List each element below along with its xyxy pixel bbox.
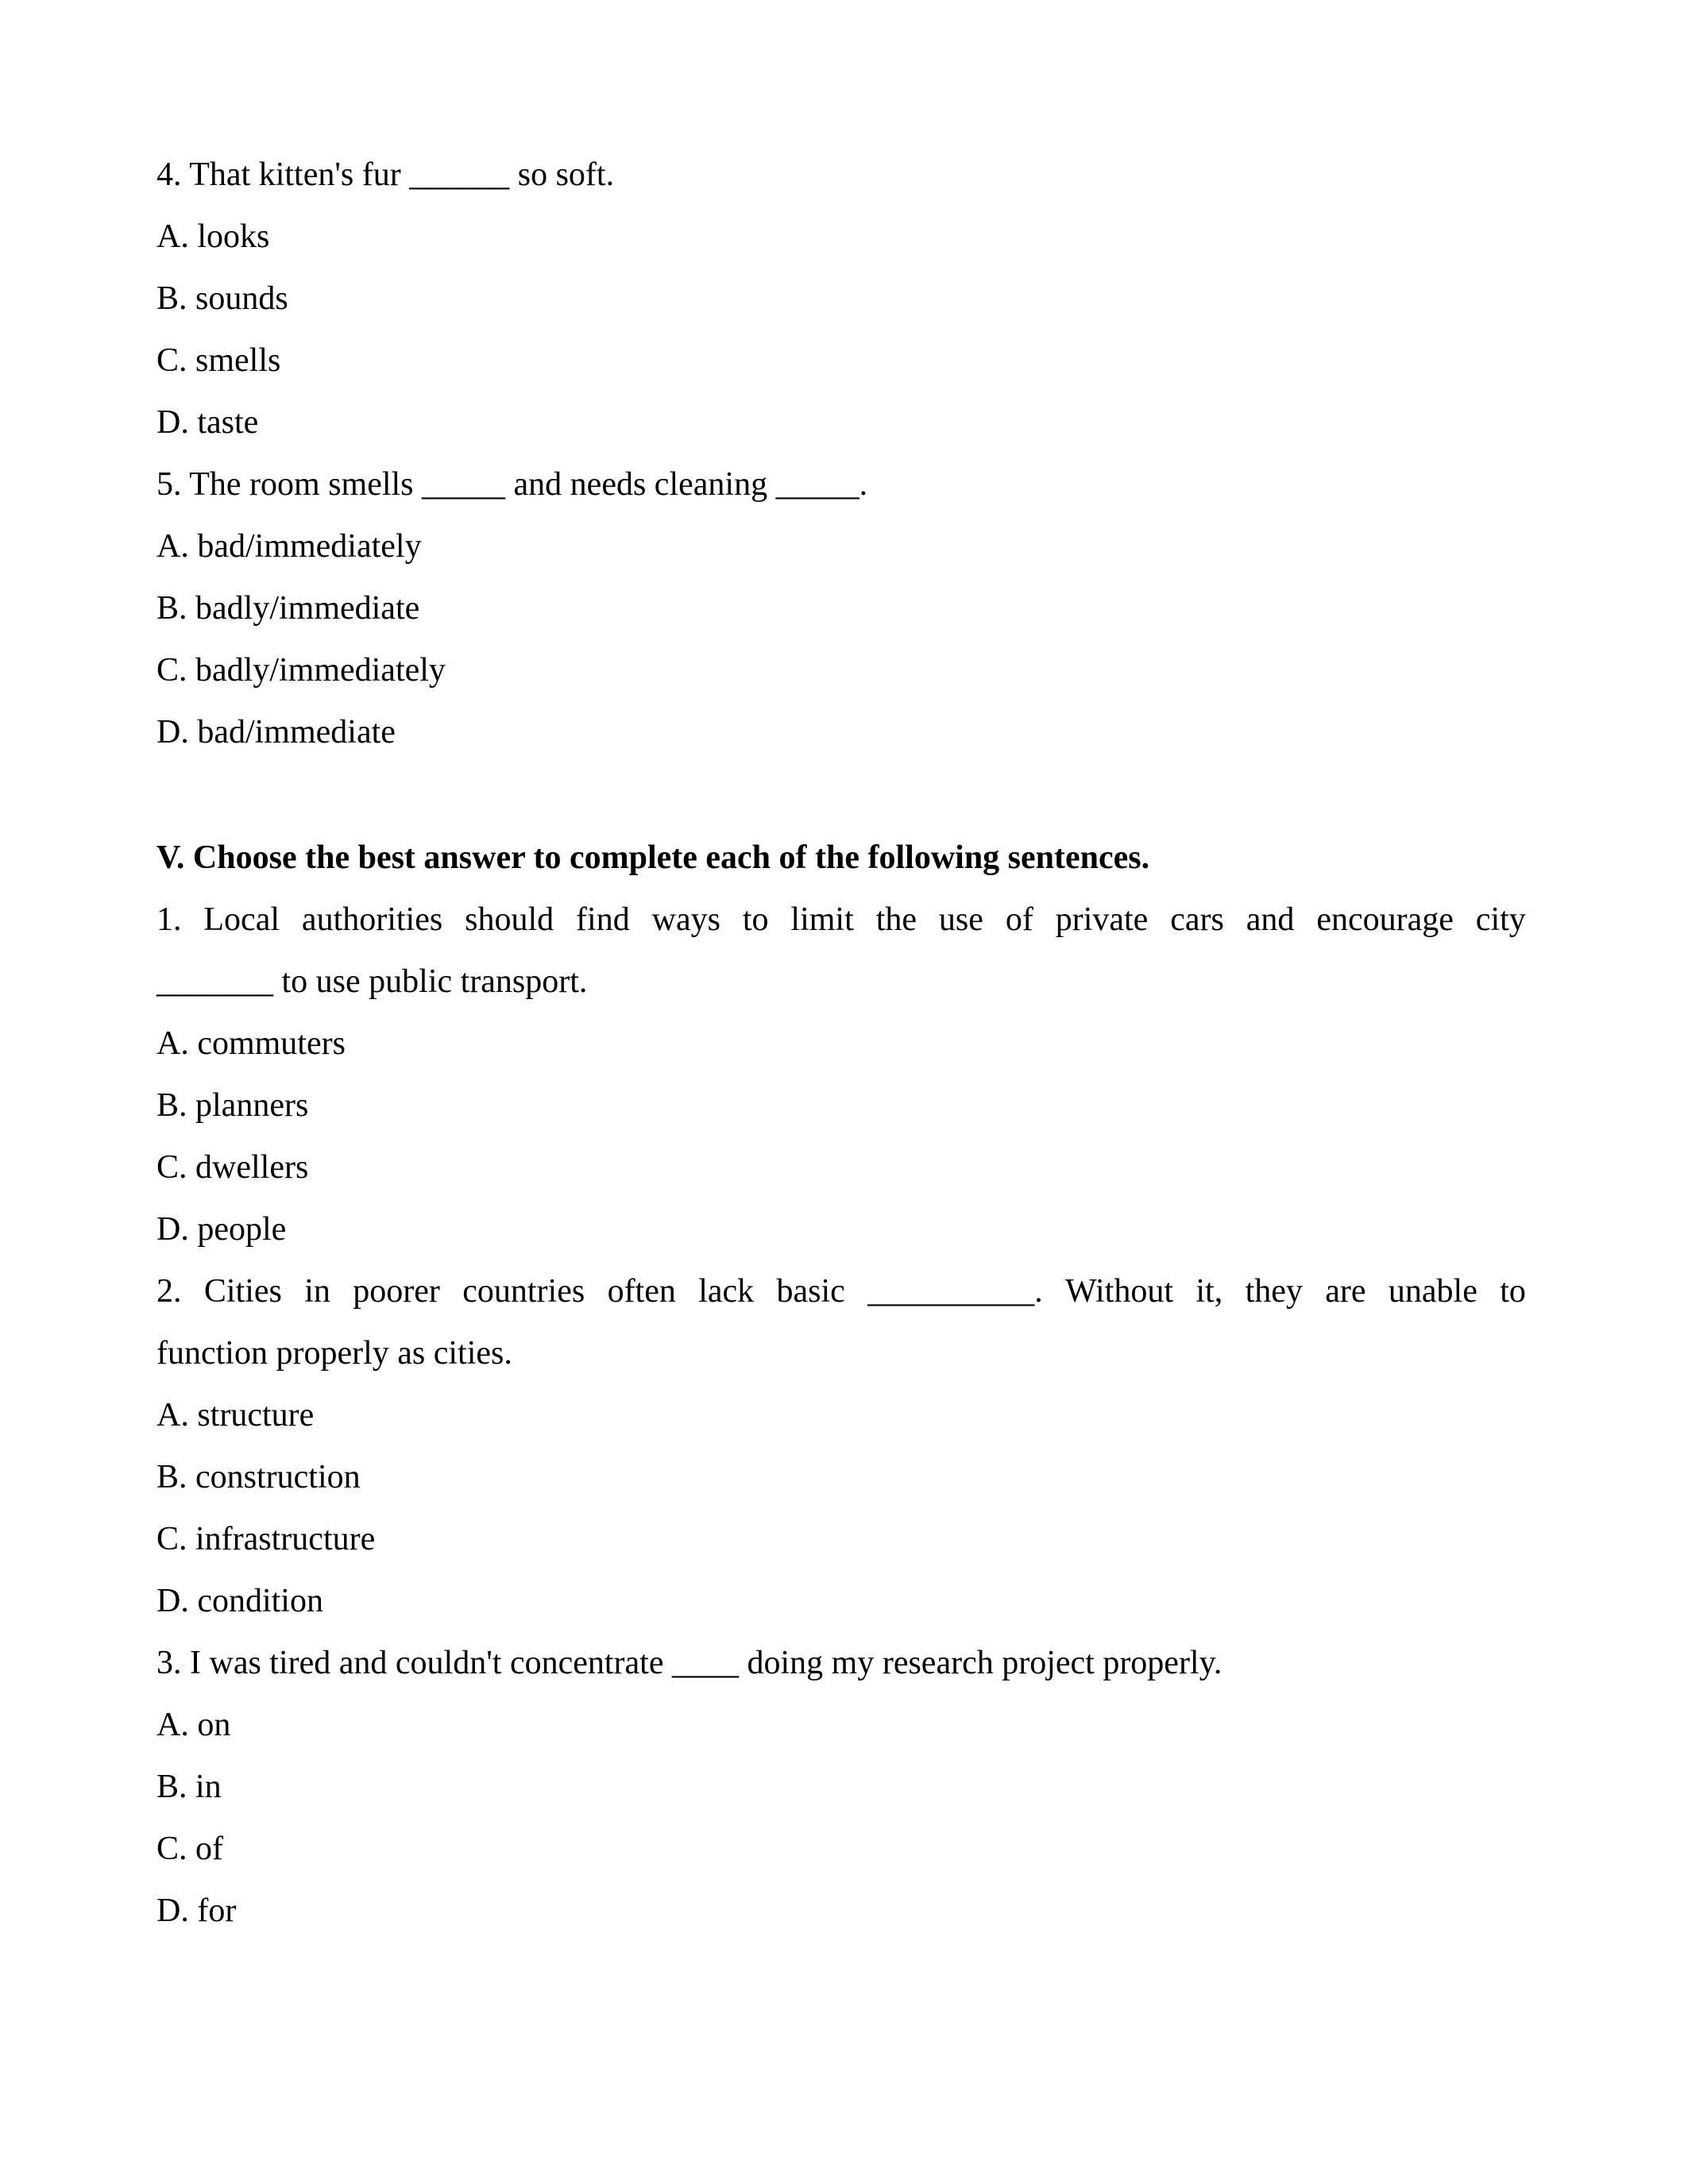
question-v3-prompt: 3. I was tired and couldn't concentrate ____ doing my research project properly. [156,1645,1223,1681]
prompt-word: it, [1196,1273,1223,1310]
prompt-word: are [1325,1273,1366,1310]
prompt-word: the [875,901,917,938]
prompt-word: authorities [301,901,443,938]
prompt-word: lack [698,1273,755,1310]
question-v2-prompt-line1 [156,1272,1526,1334]
prompt-word: in [304,1273,330,1310]
question-v1-option-d: D. people [156,1211,287,1248]
question-5-option-c: C. badly/immediately [156,652,446,689]
question-4-option-d: D. taste [156,404,259,441]
question-v1-option-c: C. dwellers [156,1149,309,1186]
prompt-word: 1. [156,901,182,938]
prompt-word: should [465,901,554,938]
question-v3-option-a: A. on [156,1707,231,1743]
prompt-word: limit [790,901,854,938]
prompt-word: unable [1388,1273,1477,1310]
prompt-word: 2. [156,1273,182,1310]
question-v3-option-c: C. of [156,1831,223,1867]
prompt-word: city [1475,901,1526,938]
prompt-word: to [742,901,769,938]
prompt-word: and [1246,901,1295,938]
question-v1-option-b: B. planners [156,1087,309,1124]
question-5-option-d: D. bad/immediate [156,714,396,751]
prompt-word: __________. [867,1273,1043,1310]
page-content [156,156,1526,1954]
question-5-prompt: 5. The room smells _____ and needs cleaning _____. [156,466,868,503]
section-spacer [156,775,1526,839]
prompt-word: countries [462,1273,585,1310]
prompt-word: Without [1065,1273,1174,1310]
question-v3-option-d: D. for [156,1893,237,1929]
prompt-word: they [1245,1273,1303,1310]
question-v2-option-a: A. structure [156,1397,315,1433]
prompt-word: use [938,901,983,938]
prompt-word: Local [203,901,280,938]
question-4-option-a: A. looks [156,218,270,255]
question-v1-prompt-line1 [156,901,1526,963]
question-v2-prompt-line2: function properly as cities. [156,1335,512,1372]
prompt-word: basic [776,1273,845,1310]
prompt-word: Cities [203,1273,282,1310]
section-v-heading: V. Choose the best answer to complete each of the following sentences. [156,839,1150,876]
prompt-word: to [1500,1273,1526,1310]
question-4-option-b: B. sounds [156,280,288,317]
prompt-word: encourage [1316,901,1454,938]
prompt-word: poorer [353,1273,440,1310]
prompt-word: ways [651,901,720,938]
question-v1-prompt-line2: _______ to use public transport. [156,963,588,1000]
prompt-word: find [576,901,630,938]
prompt-word: cars [1170,901,1224,938]
question-v3-option-b: B. in [156,1769,222,1805]
question-v2-option-b: B. construction [156,1459,361,1495]
prompt-word: private [1055,901,1149,938]
question-4-prompt: 4. That kitten's fur ______ so soft. [156,156,615,193]
prompt-word: of [1005,901,1033,938]
question-5-option-a: A. bad/immediately [156,528,422,565]
question-4-option-c: C. smells [156,342,281,379]
prompt-word: often [607,1273,676,1310]
question-v2-option-d: D. condition [156,1583,323,1619]
question-5-option-b: B. badly/immediate [156,590,420,627]
question-v1-option-a: A. commuters [156,1025,346,1062]
question-v2-option-c: C. infrastructure [156,1521,376,1557]
